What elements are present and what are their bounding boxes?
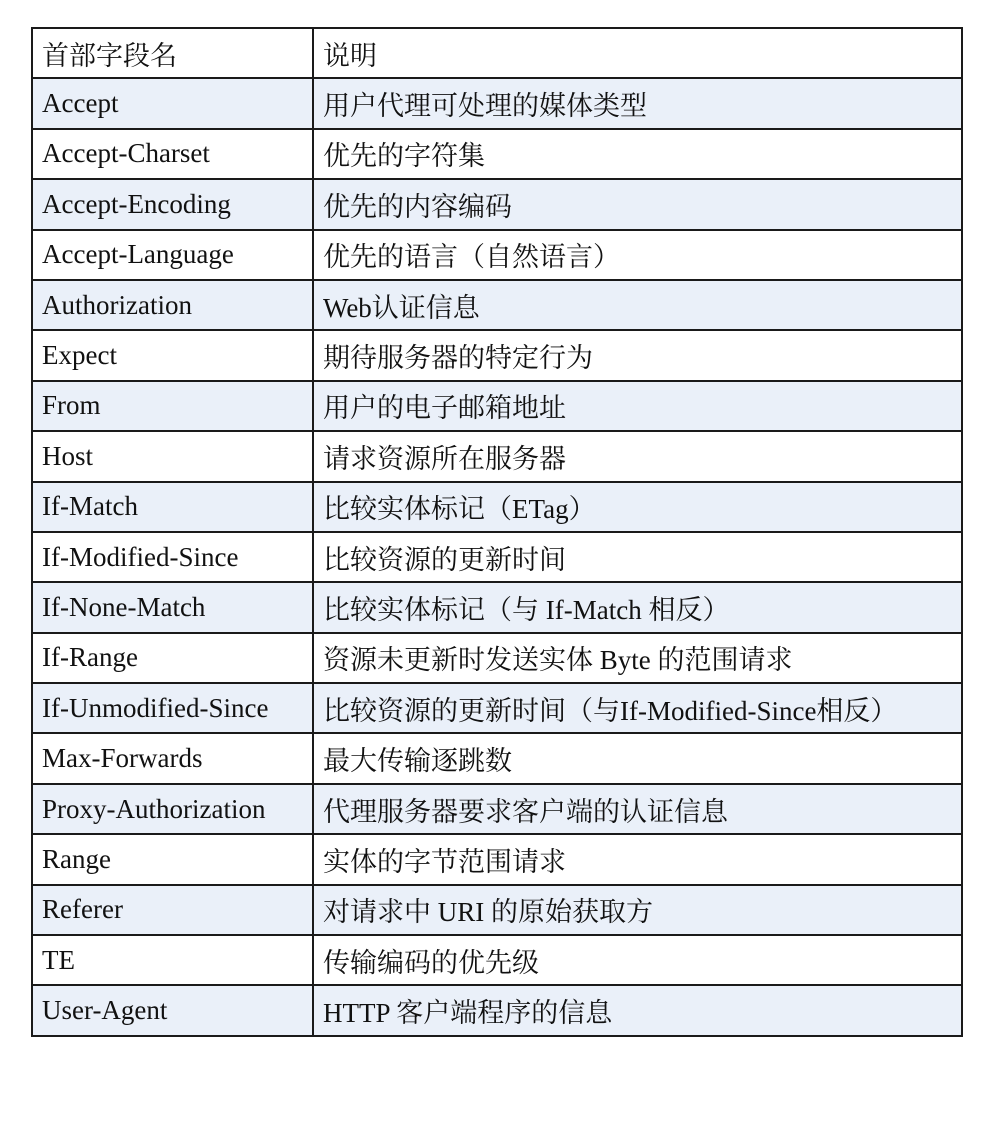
description-cell: 期待服务器的特定行为	[313, 330, 962, 380]
field-name-cell: From	[32, 381, 313, 431]
description-cell: 优先的语言（自然语言）	[313, 230, 962, 280]
description-cell: 比较资源的更新时间（与If-Modified-Since相反）	[313, 683, 962, 733]
description-cell: 代理服务器要求客户端的认证信息	[313, 784, 962, 834]
table-row	[32, 885, 962, 935]
description-cell: 用户的电子邮箱地址	[313, 381, 962, 431]
table-header-row	[32, 28, 962, 78]
field-name-cell: Host	[32, 431, 313, 481]
table-row	[32, 633, 962, 683]
header-fields-table	[31, 27, 963, 1037]
field-name-cell: If-None-Match	[32, 582, 313, 632]
description-cell: 用户代理可处理的媒体类型	[313, 78, 962, 128]
field-name-cell: If-Range	[32, 633, 313, 683]
description-cell: 请求资源所在服务器	[313, 431, 962, 481]
table-row	[32, 985, 962, 1035]
field-name-cell: Range	[32, 834, 313, 884]
field-name-cell: Accept	[32, 78, 313, 128]
field-name-cell: TE	[32, 935, 313, 985]
table-row	[32, 78, 962, 128]
field-name-cell: If-Match	[32, 482, 313, 532]
field-name-cell: Accept-Language	[32, 230, 313, 280]
column-header-description: 说明	[313, 28, 962, 78]
table-row	[32, 230, 962, 280]
description-cell: 优先的字符集	[313, 129, 962, 179]
description-cell: Web认证信息	[313, 280, 962, 330]
table-row	[32, 582, 962, 632]
field-name-cell: Proxy-Authorization	[32, 784, 313, 834]
field-name-cell: If-Unmodified-Since	[32, 683, 313, 733]
field-name-cell: Max-Forwards	[32, 733, 313, 783]
table-row	[32, 179, 962, 229]
description-cell: 比较实体标记（ETag）	[313, 482, 962, 532]
table-row	[32, 733, 962, 783]
table-row	[32, 330, 962, 380]
table-row	[32, 935, 962, 985]
table-row	[32, 532, 962, 582]
field-name-cell: If-Modified-Since	[32, 532, 313, 582]
table-row	[32, 784, 962, 834]
table-row	[32, 683, 962, 733]
table-row	[32, 431, 962, 481]
description-cell: 比较实体标记（与 If-Match 相反）	[313, 582, 962, 632]
table-row	[32, 482, 962, 532]
field-name-cell: Referer	[32, 885, 313, 935]
field-name-cell: Accept-Charset	[32, 129, 313, 179]
description-cell: HTTP 客户端程序的信息	[313, 985, 962, 1035]
field-name-cell: Expect	[32, 330, 313, 380]
description-cell: 实体的字节范围请求	[313, 834, 962, 884]
field-name-cell: Authorization	[32, 280, 313, 330]
table-row	[32, 280, 962, 330]
table-row	[32, 381, 962, 431]
field-name-cell: Accept-Encoding	[32, 179, 313, 229]
table-row	[32, 834, 962, 884]
description-cell: 传输编码的优先级	[313, 935, 962, 985]
description-cell: 最大传输逐跳数	[313, 733, 962, 783]
description-cell: 优先的内容编码	[313, 179, 962, 229]
column-header-field-name: 首部字段名	[32, 28, 313, 78]
description-cell: 比较资源的更新时间	[313, 532, 962, 582]
description-cell: 资源未更新时发送实体 Byte 的范围请求	[313, 633, 962, 683]
description-cell: 对请求中 URI 的原始获取方	[313, 885, 962, 935]
header-fields-table-container	[31, 27, 961, 1037]
table-row	[32, 129, 962, 179]
field-name-cell: User-Agent	[32, 985, 313, 1035]
